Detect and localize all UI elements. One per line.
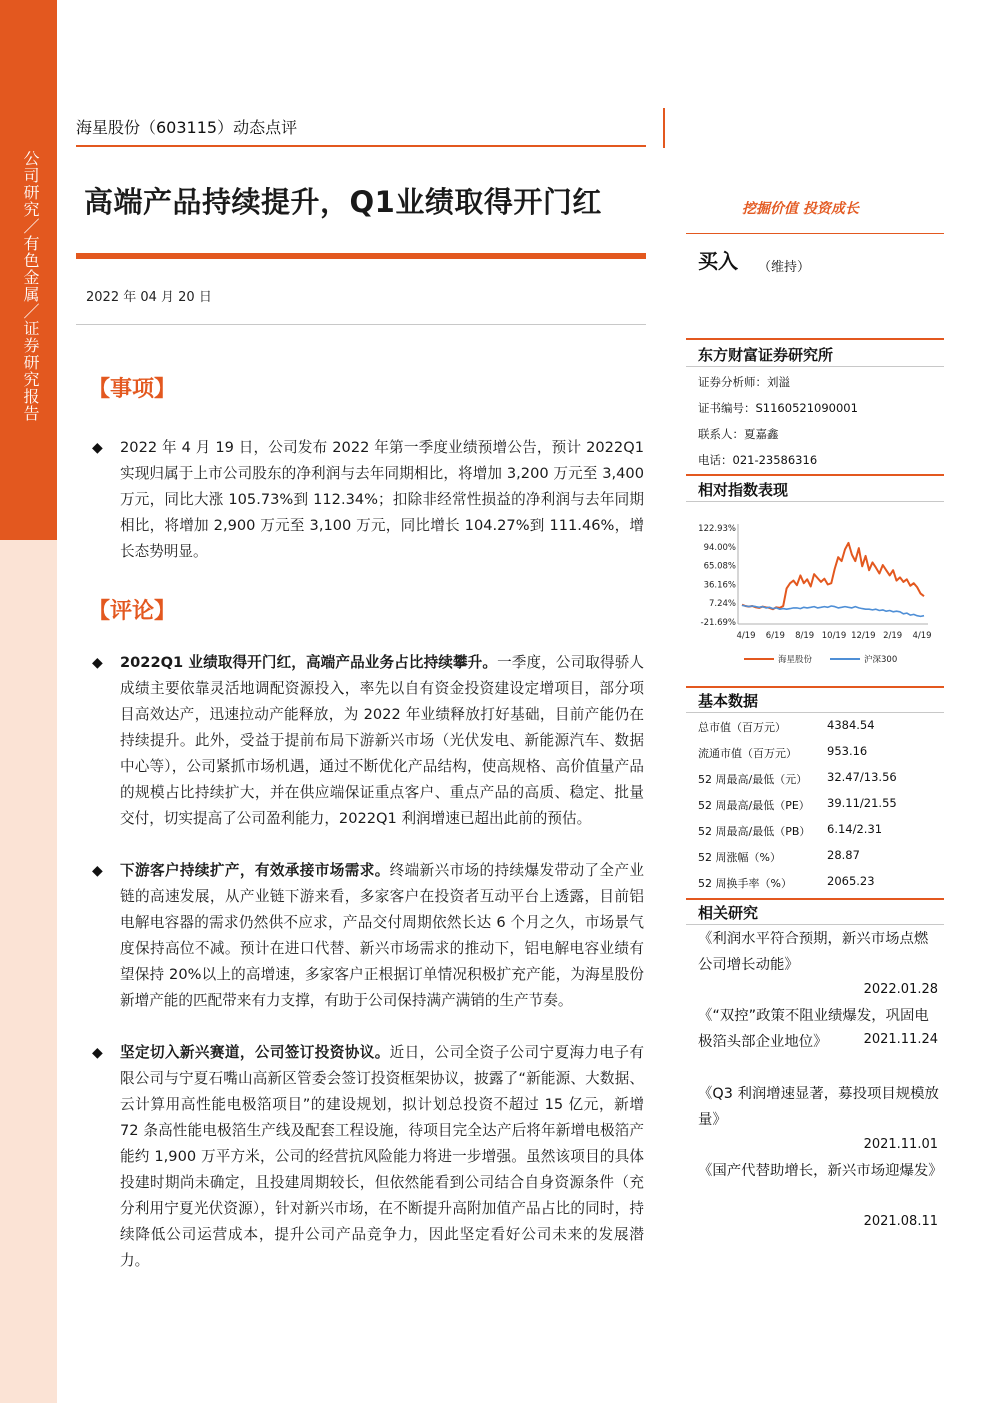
- comment-paragraph: [120, 858, 644, 1014]
- related-report-title[interactable]: 《国产代替助增长，新兴市场迎爆发》: [698, 1163, 943, 1179]
- comment-paragraph: [120, 1040, 644, 1274]
- index-rule: [686, 474, 944, 476]
- x-tick-label: 6/19: [765, 631, 785, 641]
- basic-value: 953.16: [827, 744, 868, 758]
- phone: 电话：021-23586316: [698, 453, 818, 467]
- date-rule: [76, 324, 646, 325]
- x-tick-label: 4/19: [736, 631, 756, 641]
- y-tick-label: 65.08%: [703, 561, 736, 572]
- x-tick-label: 2/19: [883, 631, 903, 641]
- legend-label: 海星股份: [778, 655, 813, 665]
- basic-label: 52 周最高/最低（元）: [698, 773, 808, 786]
- institute-underline: [686, 366, 944, 367]
- basic-label: 52 周涨幅（%）: [698, 851, 781, 864]
- basic-value: 28.87: [827, 848, 860, 862]
- contact: 联系人：夏嘉鑫: [698, 427, 779, 441]
- comment-text: 一季度，公司取得骄人成绩主要依靠灵活地调配资源投入，率先以自有资金投资建设定增项目，部分项目高效达产，迅速拉动产能释放，为 2022 年业绩释放打好基础，目前产能仍在持续提升。此外，受益于提前布局下游新兴市场（光伏发电、新能源汽车、数据中心等），公司紧抓市场机遇，通过不断优化产品结构，使高规格、高价值量产品的规模占比持续扩大，并在供应端保证重点客户、重点产品的高质、稳定、批量交付，切实提高了公司盈利能力，2022Q1 利润增速已超出此前的预估。: [120, 654, 644, 827]
- comment-section-title: 【评论】: [88, 599, 177, 624]
- institute-rule: [686, 338, 944, 340]
- rating: 买入: [698, 249, 738, 273]
- title-rule: [76, 253, 646, 259]
- y-tick-label: 94.00%: [703, 542, 736, 553]
- related-report-date: 2021.11.01: [863, 1137, 938, 1152]
- institute-name: 东方财富证券研究所: [698, 346, 834, 364]
- basic-value: 39.11/21.55: [827, 796, 897, 810]
- related-report-title[interactable]: 《利润水平符合预期，新兴市场点燃公司增长动能》: [698, 931, 929, 973]
- basic-section-title: 基本数据: [698, 692, 759, 710]
- legend-label: 沪深300: [864, 655, 898, 665]
- basic-underline: [686, 712, 944, 713]
- diamond-bullet-icon: ◆: [92, 440, 103, 456]
- x-tick-label: 4/19: [912, 631, 932, 641]
- cert-number: 证书编号：S1160521090001: [698, 401, 858, 415]
- x-tick-label: 12/19: [851, 631, 876, 641]
- basic-label: 52 周最高/最低（PE）: [698, 799, 810, 812]
- comment-lead: 下游客户持续扩产，有效承接市场需求。: [120, 862, 390, 879]
- comment-text: 终端新兴市场的持续爆发带动了全产业链的高速发展，从产业链下游来看，多家客户在投资者互动平台上透露，目前铝电解电容器的需求仍然供不应求，产品交付周期依然长达 6 个月之久，市场景气度保持高位不减。预计在进口代替、新兴市场需求的推动下，铝电解电容业绩有望保持 20%以上的高增速，多家客户正根据订单情况积极扩充产能，为海星股份新增产能的匹配带来有力支撑，有助于公司保持满产满销的生产节奏。: [120, 862, 644, 1009]
- comment-lead: 2022Q1 业绩取得开门红，高端产品业务占比持续攀升。: [120, 654, 498, 671]
- related-report-date: 2021.08.11: [863, 1214, 938, 1229]
- comment-paragraph: [120, 650, 644, 832]
- index-section-title: 相对指数表现: [698, 481, 789, 499]
- comment-text: 近日，公司全资子公司宁夏海力电子有限公司与宁夏石嘴山高新区管委会签订投资框架协议，披露了“新能源、大数据、云计算用高性能电极箔项目”的建设规划，拟计划总投资不超过 15 亿元，新增 72 条高性能电极箔生产线及配套工程设施，待项目完全达产后将年新增电极箔产能约 1,900 万平方米，公司的经营抗风险能力将进一步增强。虽然该项目的具体投建时期尚未确定，且投建周期较长，但依然能看到公司结合自身资源条件（充分利用宁夏光伏资源），针对新兴市场，在不断提升高附加值产品占比的同时，持续降低公司运营成本，提升公司产品竞争力，因此坚定看好公司未来的发展潜力。: [120, 1044, 644, 1269]
- diamond-bullet-icon: ◆: [92, 1045, 103, 1061]
- related-underline: [686, 924, 944, 925]
- diamond-bullet-icon: ◆: [92, 655, 103, 671]
- y-tick-label: -21.69%: [700, 618, 736, 628]
- series-line-stock: [742, 543, 924, 609]
- slogan-rule: [686, 233, 944, 234]
- related-report-title[interactable]: 《Q3 利润增速显著，募投项目规模放量》: [698, 1086, 939, 1128]
- y-tick-label: 122.93%: [698, 524, 736, 534]
- related-rule: [686, 898, 944, 900]
- y-tick-label: 7.24%: [708, 599, 736, 610]
- basic-value: 2065.23: [827, 874, 875, 888]
- analyst: 证券分析师：刘溢: [698, 375, 790, 389]
- related-report-date: 2021.11.24: [863, 1032, 938, 1047]
- event-paragraph: 2022 年 4 月 19 日，公司发布 2022 年第一季度业绩预增公告，预计 2022Q1 实现归属于上市公司股东的净利润与去年同期相比，将增加 3,200 万元至 3,400 万元，同比大涨 105.73%到 112.34%；扣除非经常性损益的净利润与去年同期相比，将增加 2,900 万元至 3,100 万元，同比增长 104.27%到 111.46%，增长态势明显。: [120, 439, 644, 560]
- basic-label: 52 周最高/最低（PB）: [698, 825, 811, 838]
- basic-label: 流通市值（百万元）: [698, 747, 797, 760]
- comment-lead: 坚定切入新兴赛道，公司签订投资协议。: [120, 1044, 390, 1061]
- relative-index-chart: [690, 510, 940, 680]
- series-line-index: [742, 605, 924, 616]
- index-underline: [686, 501, 944, 502]
- sidebar-category-label: 公司研究／有色金属／证券研究报告: [21, 150, 40, 422]
- basic-value: 32.47/13.56: [827, 770, 897, 784]
- basic-label: 总市值（百万元）: [698, 721, 786, 734]
- company-line: 海星股份（603115）动态点评: [76, 118, 298, 137]
- header-right-rule: [663, 108, 665, 148]
- related-report-title[interactable]: 《“双控”政策不阻业绩爆发，巩固电极箔头部企业地位》: [698, 1008, 929, 1050]
- rating-note: （维持）: [758, 260, 811, 275]
- diamond-bullet-icon: ◆: [92, 863, 103, 879]
- slogan: 挖掘价值 投资成长: [742, 201, 859, 217]
- x-tick-label: 10/19: [821, 631, 847, 641]
- related-report-date: 2022.01.28: [863, 982, 938, 997]
- report-date: 2022 年 04 月 20 日: [86, 290, 212, 305]
- chart-svg: [690, 510, 940, 680]
- basic-value: 4384.54: [827, 718, 875, 732]
- related-section-title: 相关研究: [698, 904, 759, 922]
- x-tick-label: 8/19: [795, 631, 815, 641]
- y-tick-label: 36.16%: [703, 580, 736, 591]
- sidebar-band-light: [0, 540, 57, 1403]
- basic-rule: [686, 686, 944, 688]
- event-section-title: 【事项】: [88, 377, 177, 402]
- page-title: 高端产品持续提升，Q1业绩取得开门红: [84, 185, 602, 219]
- sidebar-band: [0, 0, 57, 540]
- basic-value: 6.14/2.31: [827, 822, 883, 836]
- basic-label: 52 周换手率（%）: [698, 877, 792, 890]
- header-rule: [76, 145, 646, 147]
